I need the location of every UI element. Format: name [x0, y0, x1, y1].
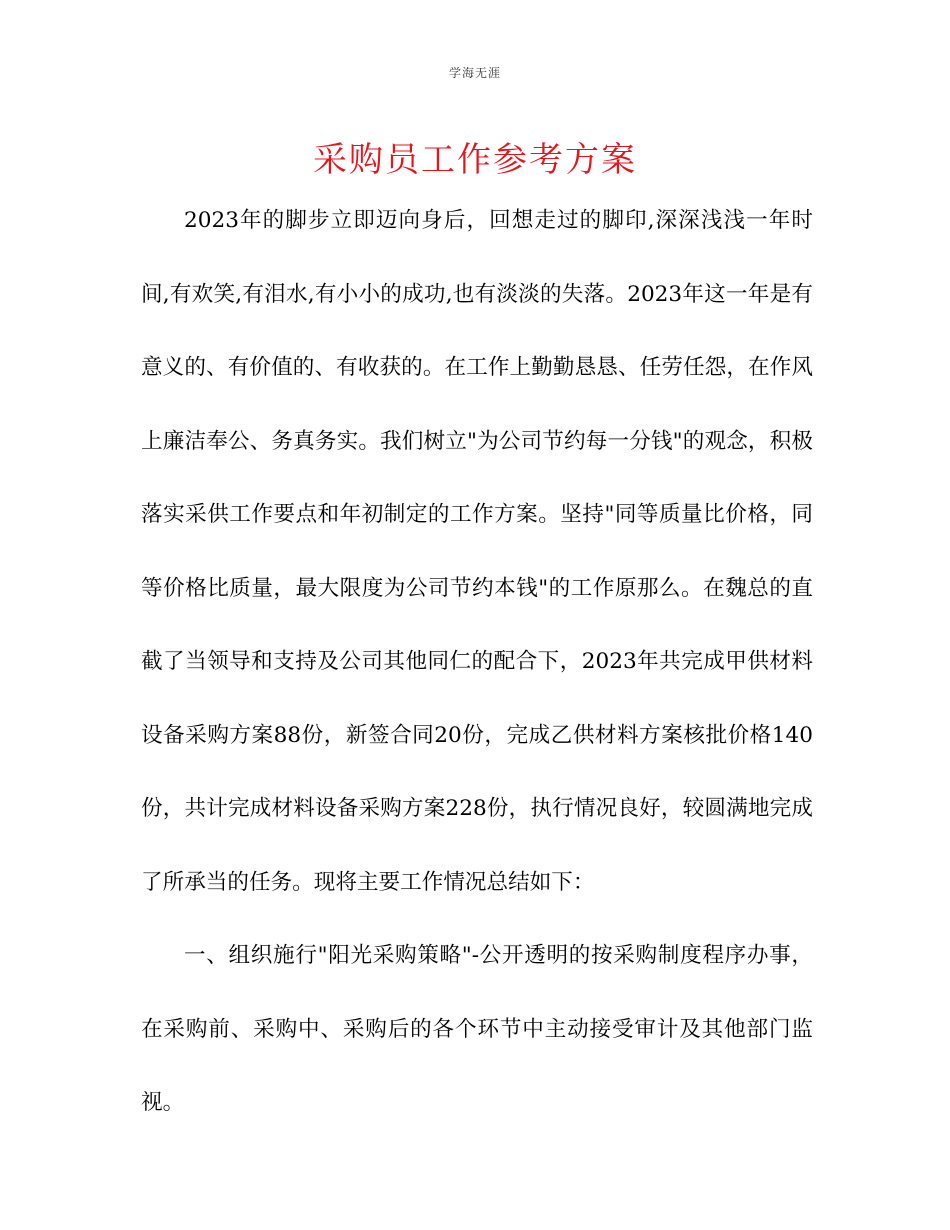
page-header: 学海无涯 [448, 66, 501, 80]
document-body [141, 184, 813, 1140]
body-paragraph-1: 2023年的脚步立即迈向身后，回想走过的脚印,深深浅浅一年时间,有欢笑,有泪水,有小小的成功,也有淡淡的失落。2023年这一年是有意义的、有价值的、有收获的。在工作上勤勤恳恳、任劳任怨，在作风上廉洁奉公、务真务实。我们树立"为公司节约每一分钱"的观念，积极落实采供工作要点和年初制定的工作方案。坚持"同等质量比价格，同等价格比质量，最大限度为公司节约本钱"的工作原那么。在魏总的直截了当领导和支持及公司其他同仁的配合下，2023年共完成甲供材料设备采购方案88份，新签合同20份，完成乙供材料方案核批价格140份，共计完成材料设备采购方案228份，执行情况良好，较圆满地完成了所承当的任务。现将主要工作情况总结如下： [141, 208, 813, 895]
document-title: 采购员工作参考方案 [313, 140, 637, 180]
body-paragraph-2: 一、组织施行"阳光采购策略"-公开透明的按采购制度程序办事，在采购前、采购中、采购后的各个环节中主动接受审计及其他部门监视。 [141, 943, 813, 1115]
